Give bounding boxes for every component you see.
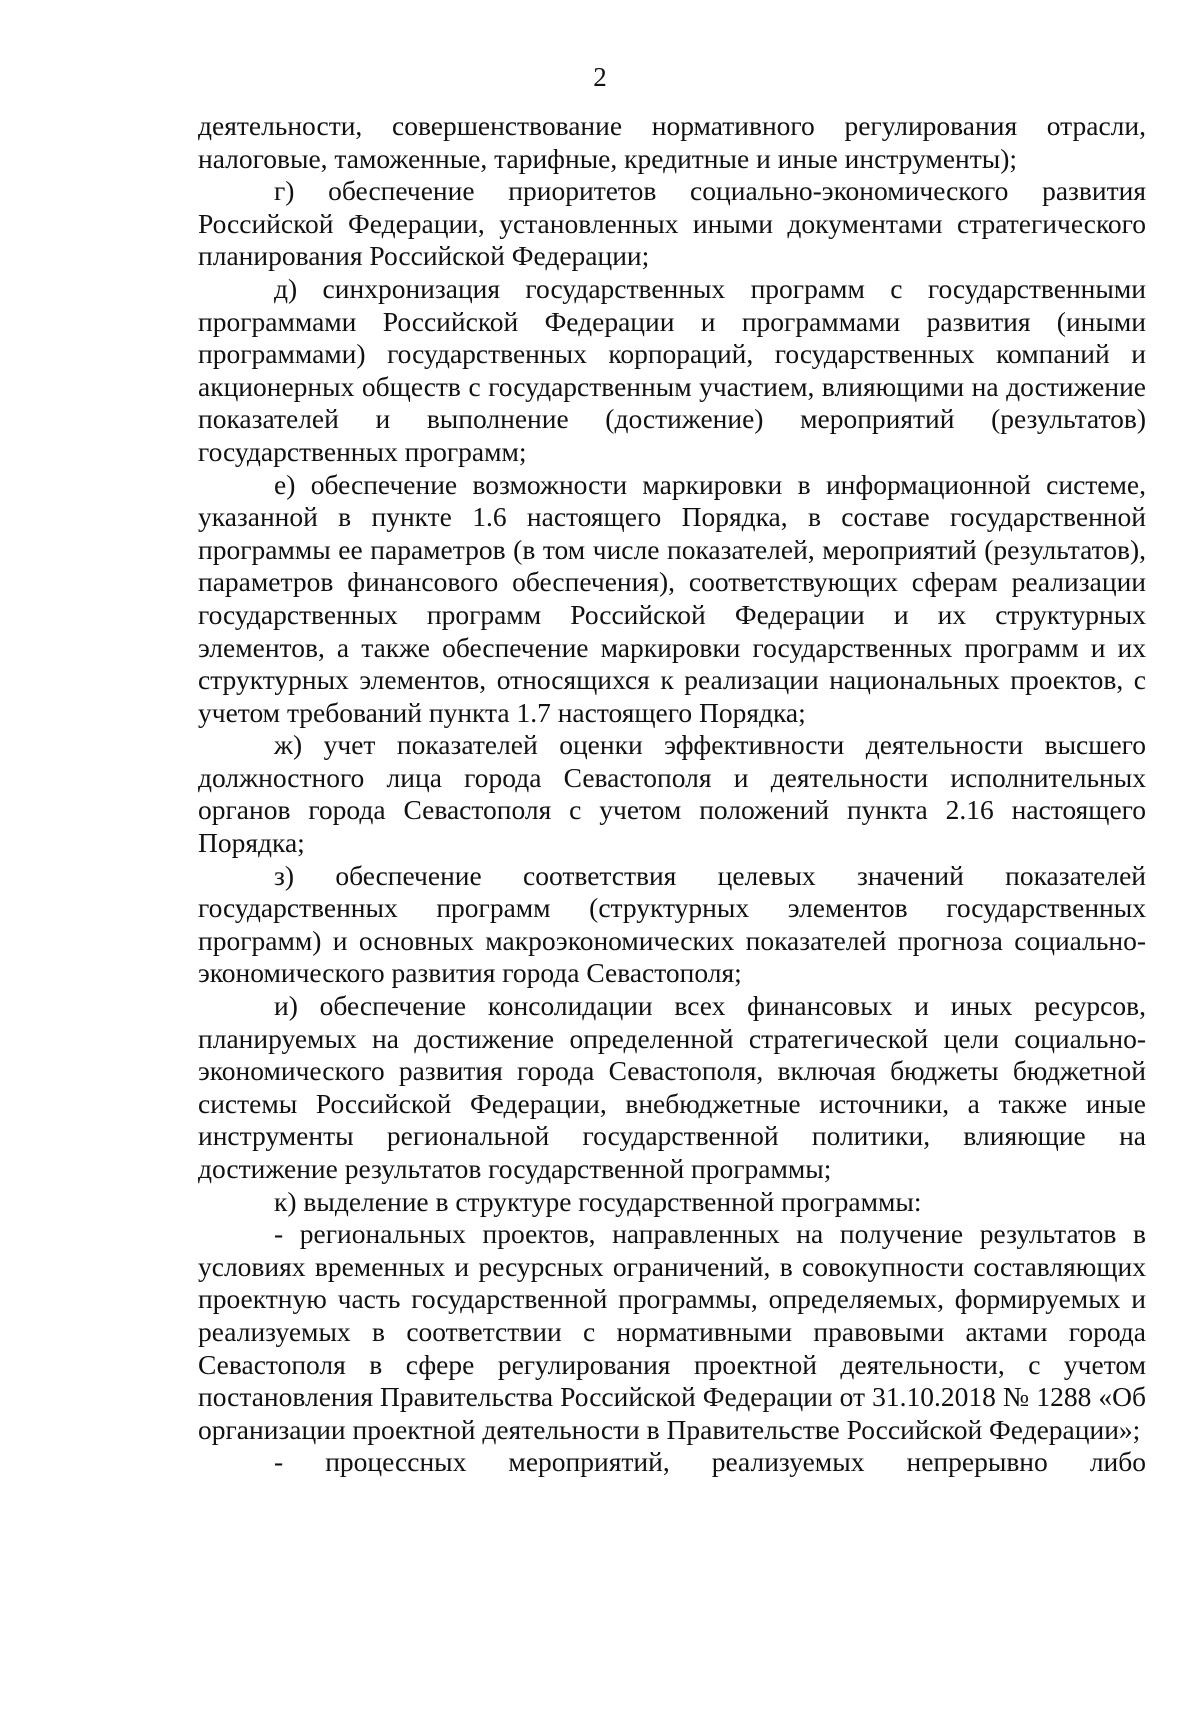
paragraph-item-k: к) выделение в структуре государственной программы: [274, 1185, 922, 1217]
paragraph-item-i: и) обеспечение консолидации всех финансовых и иных ресурсов, планируемых на достижение определенной стратегической цели социально-экономического развития города Севастополя, включая бюджеты бюджетной системы Российской Федерации, внебюджетные источники, а также иные инструменты региональной государственной политики, влияющие на достижение результатов государственной программы; [198, 990, 1146, 1184]
paragraph-continuation: деятельности, совершенствование нормативного регулирования отрасли, налоговые, таможенные, тарифные, кредитные и иные инструменты); [198, 110, 1146, 174]
paragraph-item-d: д) синхронизация государственных программ с государственными программами Российской Федерации и программами развития (иными программами) государственных корпораций, государственных компаний и акционерных обществ с государственным участием, влияющими на достижение показателей и выполнение (достижение) мероприятий (результатов) государственных программ; [198, 272, 1146, 467]
page-number: 2 [593, 62, 607, 92]
paragraph-item-zh: ж) учет показателей оценки эффективности деятельности высшего должностного лица города Севастополя и деятельности исполнительных органов города Севастополя с учетом положений пункта 2.16 настоящего Порядка; [198, 729, 1146, 859]
paragraph-item-e: е) обеспечение возможности маркировки в информационной системе, указанной в пункте 1.6 настоящего Порядка, в составе государственной программы ее параметров (в том числе показателей, мероприятий (результатов), параметров финансового обеспечения), соответствующих сферам реализации государственных программ Российской Федерации и их структурных элементов, а также обеспечение маркировки государственных программ и их структурных элементов, относящихся к реализации национальных проектов, с учетом требований пункта 1.7 настоящего Порядка; [198, 468, 1146, 728]
document-body [198, 110, 1146, 1479]
paragraph-subitem-regional-projects: - региональных проектов, направленных на получение результатов в условиях временных и ресурсных ограничений, в совокупности составляющих проектную часть государственной программы, определяемых, формируемых и реализуемых в соответствии с нормативными правовыми актами города Севастополя в сфере регулирования проектной деятельности, с учетом постановления Правительства Российской Федерации от 31.10.2018 № 1288 «Об организации проектной деятельности в Правительстве Российской Федерации»; [198, 1218, 1146, 1445]
paragraph-subitem-process-measures: - процессных мероприятий, реализуемых непрерывно либо [274, 1446, 1146, 1478]
paragraph-item-z: з) обеспечение соответствия целевых значений показателей государственных программ (структурных элементов государственных программ) и основных макроэкономических показателей прогноза социально-экономического развития города Севастополя; [198, 859, 1146, 989]
paragraph-item-g: г) обеспечение приоритетов социально-экономического развития Российской Федерации, установленных иными документами стратегического планирования Российской Федерации; [198, 175, 1146, 272]
